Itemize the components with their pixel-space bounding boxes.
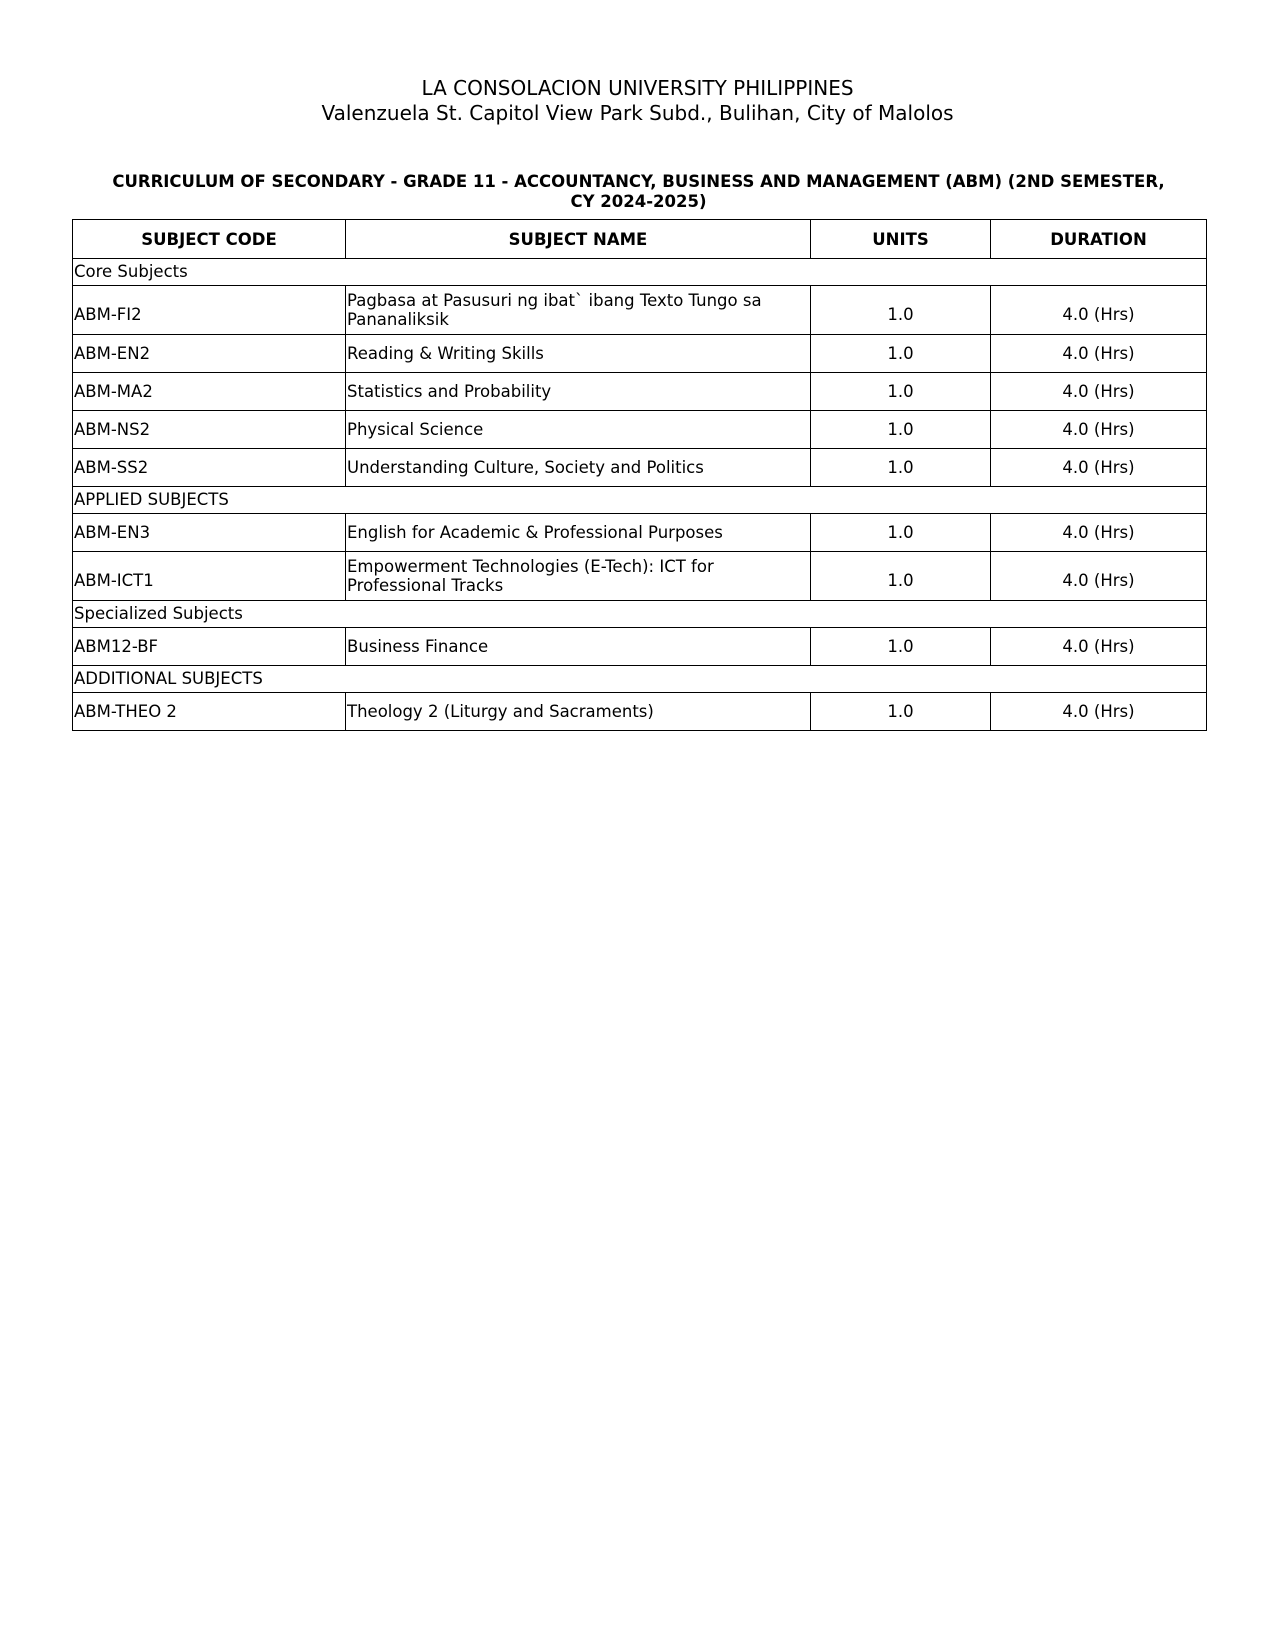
subject-name: Statistics and Probability: [346, 373, 811, 411]
curriculum-title-line-1: CURRICULUM OF SECONDARY - GRADE 11 - ACCOUNTANCY, BUSINESS AND MANAGEMENT (ABM) (2ND SEMESTER,: [112, 172, 1165, 191]
subject-duration: 4.0 (Hrs): [991, 373, 1207, 411]
section-row-core: [73, 259, 1207, 286]
subject-code: ABM-NS2: [73, 411, 346, 449]
subject-name: [346, 286, 811, 335]
curriculum-table: [72, 219, 1207, 731]
subject-name: Theology 2 (Liturgy and Sacraments): [346, 693, 811, 731]
section-label: APPLIED SUBJECTS: [73, 487, 1207, 514]
subject-code: ABM-SS2: [73, 449, 346, 487]
subject-code: ABM-EN3: [73, 514, 346, 552]
subject-code: ABM-THEO 2: [73, 693, 346, 731]
subject-duration: 4.0 (Hrs): [991, 335, 1207, 373]
subject-units: 1.0: [811, 286, 991, 335]
table-row: [73, 335, 1207, 373]
subject-code: ABM-FI2: [73, 286, 346, 335]
subject-units: 1.0: [811, 514, 991, 552]
table-row: [73, 628, 1207, 666]
subject-code: ABM-ICT1: [73, 552, 346, 601]
document-header: [0, 76, 1275, 126]
subject-duration: 4.0 (Hrs): [991, 628, 1207, 666]
curriculum-title-line-2: CY 2024-2025): [570, 192, 707, 211]
subject-name-line: Pagbasa at Pasusuri ng ibat` ibang Texto Tungo sa: [347, 291, 762, 310]
subject-name: English for Academic & Professional Purposes: [346, 514, 811, 552]
subject-duration: 4.0 (Hrs): [991, 449, 1207, 487]
subject-duration: 4.0 (Hrs): [991, 411, 1207, 449]
subject-units: 1.0: [811, 411, 991, 449]
subject-name: [346, 552, 811, 601]
table-header-row: [73, 220, 1207, 259]
section-label: Specialized Subjects: [73, 601, 1207, 628]
section-row-applied: [73, 487, 1207, 514]
table-row: [73, 552, 1207, 601]
section-label: ADDITIONAL SUBJECTS: [73, 666, 1207, 693]
header-units: UNITS: [811, 220, 991, 259]
header-duration: DURATION: [991, 220, 1207, 259]
table-row: [73, 411, 1207, 449]
table-row: [73, 514, 1207, 552]
subject-units: 1.0: [811, 552, 991, 601]
institution-address: Valenzuela St. Capitol View Park Subd., Bulihan, City of Malolos: [321, 101, 954, 125]
subject-units: 1.0: [811, 373, 991, 411]
subject-name-line: Empowerment Technologies (E-Tech): ICT for: [347, 557, 714, 576]
subject-units: 1.0: [811, 335, 991, 373]
header-subject-code: SUBJECT CODE: [73, 220, 346, 259]
institution-name: LA CONSOLACION UNIVERSITY PHILIPPINES: [421, 76, 854, 100]
subject-units: 1.0: [811, 693, 991, 731]
subject-name-line: Pananaliksik: [347, 310, 449, 329]
section-label: Core Subjects: [73, 259, 1207, 286]
subject-name: Physical Science: [346, 411, 811, 449]
subject-name: Business Finance: [346, 628, 811, 666]
subject-name: Reading & Writing Skills: [346, 335, 811, 373]
subject-code: ABM-MA2: [73, 373, 346, 411]
subject-code: ABM12-BF: [73, 628, 346, 666]
subject-name-line: Professional Tracks: [347, 576, 504, 595]
table-row: [73, 286, 1207, 335]
section-row-additional: [73, 666, 1207, 693]
curriculum-title: [72, 172, 1205, 212]
subject-duration: 4.0 (Hrs): [991, 514, 1207, 552]
subject-duration: 4.0 (Hrs): [991, 286, 1207, 335]
table-row: [73, 693, 1207, 731]
subject-units: 1.0: [811, 628, 991, 666]
table-row: [73, 373, 1207, 411]
subject-duration: 4.0 (Hrs): [991, 552, 1207, 601]
section-row-specialized: [73, 601, 1207, 628]
subject-duration: 4.0 (Hrs): [991, 693, 1207, 731]
subject-units: 1.0: [811, 449, 991, 487]
table-row: [73, 449, 1207, 487]
subject-code: ABM-EN2: [73, 335, 346, 373]
subject-name: Understanding Culture, Society and Politics: [346, 449, 811, 487]
header-subject-name: SUBJECT NAME: [346, 220, 811, 259]
